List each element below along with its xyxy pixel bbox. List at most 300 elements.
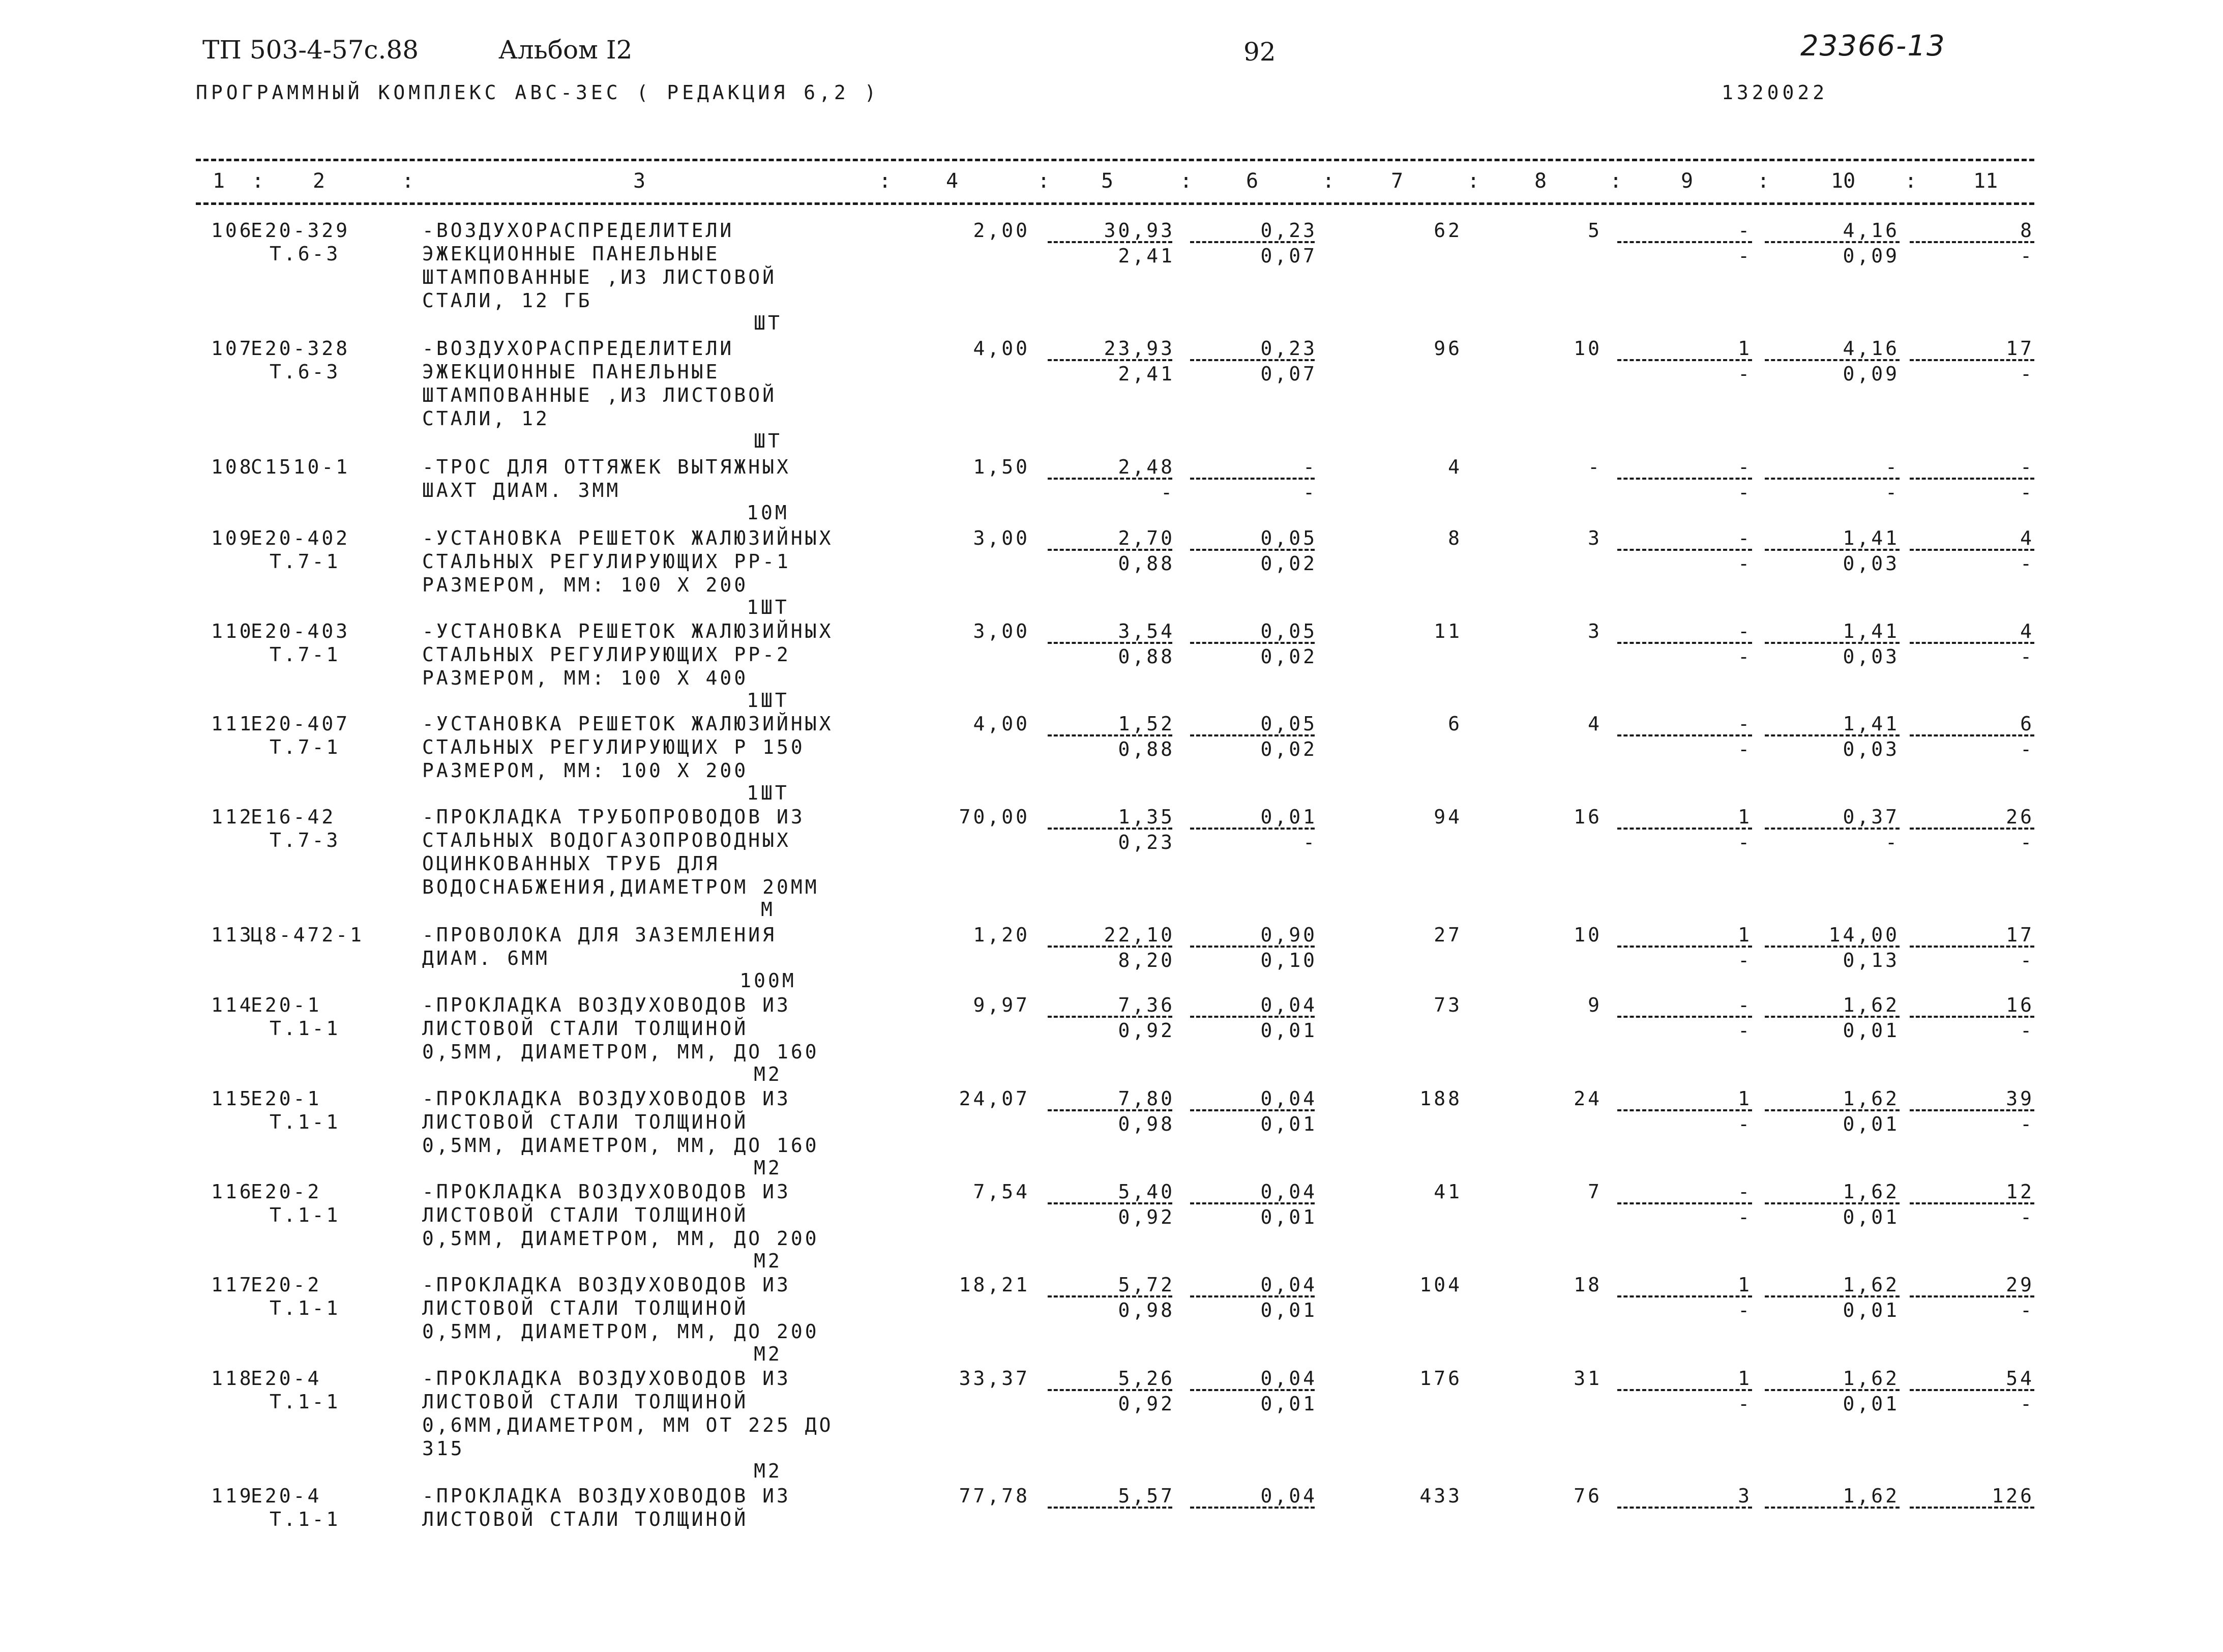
row-rule	[1190, 1016, 1315, 1018]
column-header-1: 1	[213, 169, 225, 193]
column-9-secondary: -	[1738, 645, 1752, 668]
row-rule	[1048, 1389, 1172, 1391]
row-rule	[1048, 734, 1172, 736]
column-header-7: 7	[1391, 169, 1404, 193]
column-11-secondary: -	[2020, 1019, 2034, 1042]
total-cost: 96	[1434, 337, 1462, 360]
work-description-line: ШТАМПОВАННЫЕ ,ИЗ ЛИСТОВОЙ	[422, 384, 777, 406]
column-11-secondary: -	[2020, 245, 2034, 267]
column-9-value: 1	[1738, 1274, 1752, 1296]
column-header-10: 10	[1831, 169, 1856, 193]
row-rule	[1910, 1389, 2034, 1391]
quantity: 4,00	[973, 713, 1030, 735]
unit-wage-secondary: 0,02	[1260, 645, 1317, 668]
column-header-6: 6	[1246, 169, 1259, 193]
row-number: 108	[211, 456, 254, 478]
rate-table-ref: Т.7-1	[270, 550, 341, 573]
column-11-secondary: -	[2020, 738, 2034, 760]
unit-cost: 5,26	[1118, 1367, 1175, 1390]
column-10-value: 1,41	[1843, 620, 1900, 642]
row-rule	[1190, 241, 1315, 243]
column-11-value: 16	[2006, 994, 2034, 1016]
row-rule	[1617, 478, 1752, 480]
column-9-value: 1	[1738, 1367, 1752, 1390]
row-number: 107	[211, 337, 254, 360]
row-rule	[1765, 1202, 1900, 1204]
unit-wage-secondary: 0,01	[1260, 1113, 1317, 1135]
unit-cost: 1,35	[1118, 806, 1175, 828]
row-rule	[1765, 946, 1900, 948]
column-10-value: 1,62	[1843, 1274, 1900, 1296]
row-rule	[1910, 946, 2034, 948]
row-rule	[1910, 478, 2034, 480]
rate-code: С1510-1	[251, 456, 350, 478]
column-9-value: 1	[1738, 806, 1752, 828]
work-description-line: -УСТАНОВКА РЕШЕТОК ЖАЛЮЗИЙНЫХ	[422, 527, 834, 549]
unit-wage-secondary: -	[1303, 831, 1317, 853]
unit-cost-secondary: 2,41	[1118, 363, 1175, 385]
work-description-line: -ПРОКЛАДКА ВОЗДУХОВОДОВ ИЗ	[422, 1181, 791, 1203]
unit-wage-secondary: 0,02	[1260, 738, 1317, 760]
column-11-secondary: -	[2020, 1393, 2034, 1415]
work-description-line: СТАЛИ, 12 ГБ	[422, 289, 592, 312]
work-description-line: 0,5ММ, ДИАМЕТРОМ, ММ, ДО 200	[422, 1320, 819, 1343]
unit-cost-secondary: 0,88	[1118, 738, 1175, 760]
row-rule	[1765, 828, 1900, 830]
row-rule	[1048, 642, 1172, 644]
unit-wage-secondary: 0,02	[1260, 552, 1317, 575]
column-10-secondary: 0,01	[1843, 1019, 1900, 1042]
row-rule	[1617, 1507, 1752, 1509]
column-9-secondary: -	[1738, 552, 1752, 575]
row-number: 114	[211, 994, 254, 1016]
row-rule	[1190, 478, 1315, 480]
total-wage: 18	[1574, 1274, 1602, 1296]
column-10-secondary: 0,13	[1843, 949, 1900, 971]
work-description-line: -ВОЗДУХОРАСПРЕДЕЛИТЕЛИ	[422, 219, 734, 242]
total-wage: 10	[1574, 924, 1602, 946]
row-rule	[1617, 1109, 1752, 1111]
row-rule	[1190, 1109, 1315, 1111]
work-description-line: -ПРОВОЛОКА ДЛЯ ЗАЗЕМЛЕНИЯ	[422, 924, 777, 946]
row-number: 115	[211, 1087, 254, 1110]
column-10-value: 1,62	[1843, 1485, 1900, 1507]
row-rule	[1190, 359, 1315, 361]
work-description-line: СТАЛЬНЫХ ВОДОГАЗОПРОВОДНЫХ	[422, 829, 791, 851]
work-description-line: -ПРОКЛАДКА ВОЗДУХОВОДОВ ИЗ	[422, 1367, 791, 1390]
software-line: ПРОГРАММНЫЙ КОМПЛЕКС АВС-3ЕС ( РЕДАКЦИЯ 6,2 )	[196, 81, 880, 104]
quantity: 1,20	[973, 924, 1030, 946]
total-cost: 176	[1419, 1367, 1462, 1390]
row-rule	[1048, 946, 1172, 948]
quantity: 3,00	[973, 620, 1030, 642]
unit-wage: 0,01	[1260, 806, 1317, 828]
row-number: 119	[211, 1485, 254, 1507]
column-11-secondary: -	[2020, 363, 2034, 385]
column-9-value: -	[1738, 994, 1752, 1016]
column-separator: :	[252, 169, 264, 193]
total-wage: -	[1588, 456, 1602, 478]
column-separator: :	[879, 169, 892, 193]
row-rule	[1910, 642, 2034, 644]
total-cost: 188	[1419, 1087, 1462, 1110]
total-wage: 7	[1588, 1181, 1602, 1203]
row-rule	[1910, 1507, 2034, 1509]
total-wage: 24	[1574, 1087, 1602, 1110]
unit-cost-secondary: 0,98	[1118, 1113, 1175, 1135]
work-description-line: ЭЖЕКЦИОННЫЕ ПАНЕЛЬНЫЕ	[422, 361, 720, 383]
work-description-line: ШТАМПОВАННЫЕ ,ИЗ ЛИСТОВОЙ	[422, 266, 777, 288]
total-cost: 4	[1448, 456, 1462, 478]
row-rule	[1910, 241, 2034, 243]
rate-code: Е20-328	[251, 337, 350, 360]
measure-unit: М2	[754, 1250, 782, 1272]
work-description-line: ЭЖЕКЦИОННЫЕ ПАНЕЛЬНЫЕ	[422, 243, 720, 265]
row-rule	[1048, 549, 1172, 551]
total-cost: 27	[1434, 924, 1462, 946]
unit-wage: 0,05	[1260, 620, 1317, 642]
total-wage: 16	[1574, 806, 1602, 828]
row-rule	[1617, 1389, 1752, 1391]
measure-unit: М2	[754, 1343, 782, 1365]
column-separator: :	[1610, 169, 1622, 193]
quantity: 2,00	[973, 219, 1030, 242]
column-11-value: 6	[2020, 713, 2034, 735]
column-10-secondary: 0,09	[1843, 363, 1900, 385]
quantity: 7,54	[973, 1181, 1030, 1203]
row-rule	[1910, 828, 2034, 830]
row-rule	[1765, 1507, 1900, 1509]
table-header-rule	[196, 202, 2034, 205]
column-10-secondary: 0,01	[1843, 1299, 1900, 1321]
unit-wage: 0,04	[1260, 1274, 1317, 1296]
column-9-secondary: -	[1738, 738, 1752, 760]
row-rule	[1617, 1202, 1752, 1204]
unit-wage: 0,05	[1260, 527, 1317, 549]
column-10-secondary: 0,01	[1843, 1393, 1900, 1415]
column-11-secondary: -	[2020, 645, 2034, 668]
row-rule	[1048, 241, 1172, 243]
total-wage: 3	[1588, 527, 1602, 549]
row-rule	[1617, 359, 1752, 361]
rate-table-ref: Т.1-1	[270, 1391, 341, 1413]
measure-unit: ШТ	[754, 312, 782, 334]
unit-cost-secondary: 0,88	[1118, 645, 1175, 668]
rate-code: Е20-1	[251, 994, 322, 1016]
column-11-secondary: -	[2020, 1206, 2034, 1228]
row-rule	[1190, 1507, 1315, 1509]
unit-wage: 0,04	[1260, 1087, 1317, 1110]
unit-cost: 5,40	[1118, 1181, 1175, 1203]
row-rule	[1910, 359, 2034, 361]
column-9-value: -	[1738, 713, 1752, 735]
column-10-secondary: 0,03	[1843, 552, 1900, 575]
column-separator: :	[1905, 169, 1917, 193]
column-11-secondary: -	[2020, 831, 2034, 853]
measure-unit: 1ШТ	[747, 782, 789, 804]
column-9-secondary: -	[1738, 1019, 1752, 1042]
unit-cost-secondary: 0,92	[1118, 1393, 1175, 1415]
rate-code: Е20-2	[251, 1181, 322, 1203]
column-header-11: 11	[1973, 169, 1998, 193]
row-rule	[1190, 828, 1315, 830]
row-rule	[1190, 1202, 1315, 1204]
row-rule	[1617, 1016, 1752, 1018]
column-10-value: -	[1885, 456, 1900, 478]
column-11-secondary: -	[2020, 1299, 2034, 1321]
column-separator: :	[1757, 169, 1770, 193]
measure-unit: М	[761, 898, 775, 921]
total-wage: 10	[1574, 337, 1602, 360]
column-11-value: 54	[2006, 1367, 2034, 1390]
unit-wage: 0,04	[1260, 1485, 1317, 1507]
row-rule	[1910, 1109, 2034, 1111]
unit-wage-secondary: 0,10	[1260, 949, 1317, 971]
rate-code: Е20-4	[251, 1485, 322, 1507]
total-cost: 73	[1434, 994, 1462, 1016]
quantity: 4,00	[973, 337, 1030, 360]
total-cost: 11	[1434, 620, 1462, 642]
column-separator: :	[402, 169, 414, 193]
page-number: 92	[1243, 37, 1276, 67]
row-rule	[1048, 359, 1172, 361]
work-description-line: ЛИСТОВОЙ СТАЛИ ТОЛЩИНОЙ	[422, 1204, 749, 1226]
row-rule	[1765, 1016, 1900, 1018]
column-11-value: 8	[2020, 219, 2034, 242]
unit-wage-secondary: 0,01	[1260, 1206, 1317, 1228]
rate-code: Е20-4	[251, 1367, 322, 1390]
unit-cost: 2,70	[1118, 527, 1175, 549]
unit-wage-secondary: 0,07	[1260, 245, 1317, 267]
unit-cost: 3,54	[1118, 620, 1175, 642]
row-number: 111	[211, 713, 254, 735]
unit-cost-secondary: 0,92	[1118, 1206, 1175, 1228]
unit-cost-secondary: 8,20	[1118, 949, 1175, 971]
column-9-value: -	[1738, 620, 1752, 642]
quantity: 1,50	[973, 456, 1030, 478]
column-11-secondary: -	[2020, 949, 2034, 971]
column-11-value: 17	[2006, 337, 2034, 360]
row-rule	[1048, 828, 1172, 830]
column-header-2: 2	[313, 169, 325, 193]
column-10-value: 1,41	[1843, 713, 1900, 735]
rate-table-ref: Т.7-1	[270, 643, 341, 666]
work-description-line: -ТРОС ДЛЯ ОТТЯЖЕК ВЫТЯЖНЫХ	[422, 456, 791, 478]
row-rule	[1190, 642, 1315, 644]
column-11-value: -	[2020, 456, 2034, 478]
rate-code: Е16-42	[251, 806, 336, 828]
rate-code: Е20-407	[251, 713, 350, 735]
total-wage: 5	[1588, 219, 1602, 242]
quantity: 18,21	[959, 1274, 1030, 1296]
row-number: 113	[211, 924, 254, 946]
row-rule	[1617, 241, 1752, 243]
work-description-line: СТАЛЬНЫХ РЕГУЛИРУЮЩИХ РР-1	[422, 550, 791, 573]
work-description-line: ЛИСТОВОЙ СТАЛИ ТОЛЩИНОЙ	[422, 1391, 749, 1413]
work-description-line: -ПРОКЛАДКА ВОЗДУХОВОДОВ ИЗ	[422, 1274, 791, 1296]
column-10-value: 1,62	[1843, 994, 1900, 1016]
column-separator: :	[1180, 169, 1193, 193]
work-description-line: ШАХТ ДИАМ. 3ММ	[422, 479, 621, 501]
row-rule	[1765, 549, 1900, 551]
column-9-secondary: -	[1738, 363, 1752, 385]
unit-cost: 2,48	[1118, 456, 1175, 478]
quantity: 77,78	[959, 1485, 1030, 1507]
total-wage: 3	[1588, 620, 1602, 642]
rate-table-ref: Т.1-1	[270, 1508, 341, 1530]
row-rule	[1048, 1202, 1172, 1204]
work-description-line: СТАЛЬНЫХ РЕГУЛИРУЮЩИХ РР-2	[422, 643, 791, 666]
row-number: 110	[211, 620, 254, 642]
column-9-value: 1	[1738, 337, 1752, 360]
quantity: 3,00	[973, 527, 1030, 549]
unit-wage-secondary: 0,01	[1260, 1019, 1317, 1042]
rate-table-ref: Т.6-3	[270, 361, 341, 383]
rate-table-ref: Т.7-1	[270, 736, 341, 758]
unit-wage-secondary: 0,01	[1260, 1393, 1317, 1415]
quantity: 9,97	[973, 994, 1030, 1016]
column-10-value: 1,62	[1843, 1087, 1900, 1110]
work-description-line: -ПРОКЛАДКА ВОЗДУХОВОДОВ ИЗ	[422, 1485, 791, 1507]
rate-table-ref: Т.1-1	[270, 1017, 341, 1040]
row-rule	[1765, 1295, 1900, 1297]
column-11-value: 17	[2006, 924, 2034, 946]
total-wage: 31	[1574, 1367, 1602, 1390]
unit-cost-secondary: 0,92	[1118, 1019, 1175, 1042]
quantity: 70,00	[959, 806, 1030, 828]
column-9-secondary: -	[1738, 1113, 1752, 1135]
column-10-secondary: -	[1885, 481, 1900, 504]
column-10-value: 1,62	[1843, 1367, 1900, 1390]
row-rule	[1048, 1109, 1172, 1111]
row-rule	[1910, 1016, 2034, 1018]
work-description-line: ЛИСТОВОЙ СТАЛИ ТОЛЩИНОЙ	[422, 1508, 749, 1530]
work-description-line: -ПРОКЛАДКА ВОЗДУХОВОДОВ ИЗ	[422, 994, 791, 1016]
row-rule	[1048, 1507, 1172, 1509]
unit-wage: 0,05	[1260, 713, 1317, 735]
row-rule	[1910, 1295, 2034, 1297]
work-description-line: ВОДОСНАБЖЕНИЯ,ДИАМЕТРОМ 20ММ	[422, 876, 819, 898]
row-rule	[1765, 359, 1900, 361]
column-11-value: 12	[2006, 1181, 2034, 1203]
work-description-line: РАЗМЕРОМ, ММ: 100 Х 400	[422, 667, 749, 689]
row-rule	[1765, 241, 1900, 243]
quantity: 33,37	[959, 1367, 1030, 1390]
row-rule	[1190, 549, 1315, 551]
rate-code: Е20-403	[251, 620, 350, 642]
row-number: 116	[211, 1181, 254, 1203]
column-separator: :	[1322, 169, 1335, 193]
unit-cost: 7,80	[1118, 1087, 1175, 1110]
measure-unit: М2	[754, 1063, 782, 1085]
unit-wage-secondary: 0,07	[1260, 363, 1317, 385]
total-wage: 4	[1588, 713, 1602, 735]
unit-cost: 5,72	[1118, 1274, 1175, 1296]
column-9-value: -	[1738, 219, 1752, 242]
column-separator: :	[1038, 169, 1050, 193]
column-11-value: 126	[1992, 1485, 2034, 1507]
column-9-secondary: -	[1738, 831, 1752, 853]
measure-unit: М2	[754, 1157, 782, 1179]
column-10-value: 4,16	[1843, 219, 1900, 242]
column-9-value: 1	[1738, 1087, 1752, 1110]
unit-wage: 0,04	[1260, 1367, 1317, 1390]
column-9-secondary: -	[1738, 949, 1752, 971]
row-rule	[1617, 734, 1752, 736]
column-9-value: 3	[1738, 1485, 1752, 1507]
column-separator: :	[1467, 169, 1480, 193]
row-rule	[1765, 1389, 1900, 1391]
work-description-line: РАЗМЕРОМ, ММ: 100 Х 200	[422, 574, 749, 596]
column-10-value: 0,37	[1843, 806, 1900, 828]
rate-code: Е20-329	[251, 219, 350, 242]
column-9-secondary: -	[1738, 1206, 1752, 1228]
unit-cost: 23,93	[1104, 337, 1175, 360]
column-11-value: 26	[2006, 806, 2034, 828]
work-description-line: ДИАМ. 6ММ	[422, 947, 550, 969]
rate-table-ref: Т.1-1	[270, 1111, 341, 1133]
column-10-value: 1,41	[1843, 527, 1900, 549]
work-description-line: -ПРОКЛАДКА ТРУБОПРОВОДОВ ИЗ	[422, 806, 805, 828]
row-rule	[1190, 1389, 1315, 1391]
unit-wage: 0,04	[1260, 1181, 1317, 1203]
total-cost: 104	[1419, 1274, 1462, 1296]
work-description-line: СТАЛЬНЫХ РЕГУЛИРУЮЩИХ Р 150	[422, 736, 805, 758]
row-rule	[1910, 549, 2034, 551]
column-10-secondary: 0,01	[1843, 1206, 1900, 1228]
total-cost: 41	[1434, 1181, 1462, 1203]
row-rule	[1765, 1109, 1900, 1111]
column-10-secondary: -	[1885, 831, 1900, 853]
row-number: 106	[211, 219, 254, 242]
row-number: 117	[211, 1274, 254, 1296]
row-rule	[1765, 734, 1900, 736]
work-description-line: ОЦИНКОВАННЫХ ТРУБ ДЛЯ	[422, 852, 720, 875]
unit-cost-secondary: -	[1161, 481, 1175, 504]
column-11-value: 4	[2020, 620, 2034, 642]
row-rule	[1617, 946, 1752, 948]
rate-table-ref: Т.6-3	[270, 243, 341, 265]
column-10-secondary: 0,03	[1843, 738, 1900, 760]
rate-code: Е20-402	[251, 527, 350, 549]
row-rule	[1617, 549, 1752, 551]
column-9-secondary: -	[1738, 1393, 1752, 1415]
work-description-line: 0,5ММ, ДИАМЕТРОМ, ММ, ДО 160	[422, 1041, 819, 1063]
column-11-value: 39	[2006, 1087, 2034, 1110]
total-cost: 8	[1448, 527, 1462, 549]
work-description-line: -УСТАНОВКА РЕШЕТОК ЖАЛЮЗИЙНЫХ	[422, 620, 834, 642]
column-header-5: 5	[1101, 169, 1114, 193]
total-wage: 76	[1574, 1485, 1602, 1507]
album-label: Альбом I2	[498, 35, 633, 65]
column-11-value: 4	[2020, 527, 2034, 549]
rate-table-ref: Т.1-1	[270, 1204, 341, 1226]
work-description-line: -УСТАНОВКА РЕШЕТОК ЖАЛЮЗИЙНЫХ	[422, 713, 834, 735]
column-11-secondary: -	[2020, 552, 2034, 575]
unit-wage: 0,90	[1260, 924, 1317, 946]
column-9-secondary: -	[1738, 481, 1752, 504]
unit-cost: 7,36	[1118, 994, 1175, 1016]
row-rule	[1190, 946, 1315, 948]
work-description-line: ЛИСТОВОЙ СТАЛИ ТОЛЩИНОЙ	[422, 1297, 749, 1319]
row-rule	[1765, 642, 1900, 644]
total-cost: 6	[1448, 713, 1462, 735]
rate-code: Е20-2	[251, 1274, 322, 1296]
work-description-line: ЛИСТОВОЙ СТАЛИ ТОЛЩИНОЙ	[422, 1017, 749, 1040]
measure-unit: 1ШТ	[747, 689, 789, 712]
unit-cost-secondary: 0,23	[1118, 831, 1175, 853]
row-rule	[1910, 1202, 2034, 1204]
